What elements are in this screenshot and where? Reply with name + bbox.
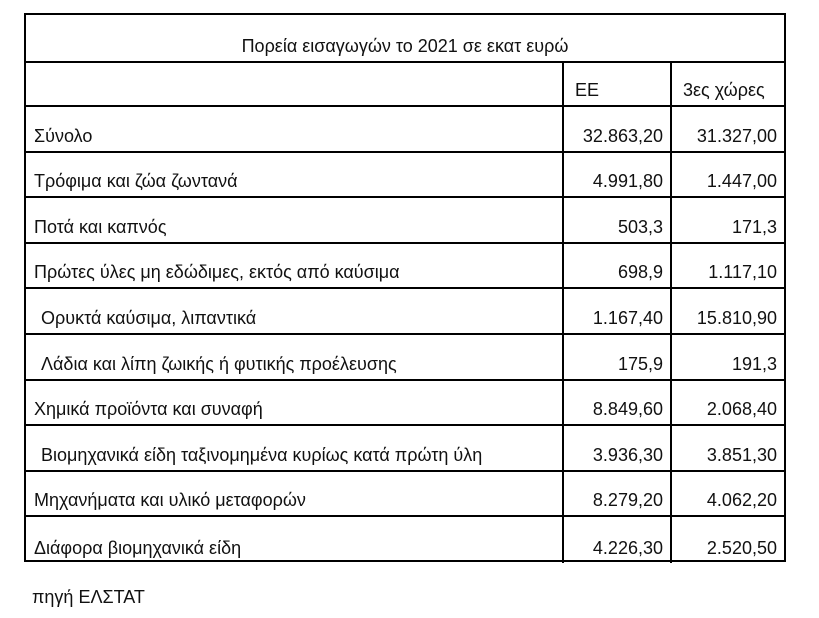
table-row (26, 107, 784, 153)
row-label: Πρώτες ύλες μη εδώδιμες, εκτός από καύσιμα (34, 262, 400, 283)
table-row (26, 198, 784, 244)
row-label: Διάφορα βιομηχανικά είδη (34, 537, 242, 558)
value-third-countries-cell (670, 335, 784, 379)
value-ee-cell (562, 244, 670, 288)
value-ee: 175,9 (617, 353, 663, 374)
table-row (26, 289, 784, 335)
value-ee-cell (562, 381, 670, 425)
value-ee: 4.991,80 (592, 171, 663, 192)
value-ee: 503,3 (617, 216, 663, 237)
value-ee-cell (562, 198, 670, 242)
value-third-countries-cell (670, 517, 784, 563)
imports-table (24, 13, 786, 562)
value-ee-cell (562, 426, 670, 470)
header-row (26, 61, 784, 107)
source-note: πηγή ΕΛΣΤΑΤ (32, 587, 145, 607)
row-label-cell (26, 426, 562, 470)
row-label-cell (26, 381, 562, 425)
value-third-countries: 2.520,50 (706, 537, 777, 558)
value-ee-cell (562, 335, 670, 379)
value-third-countries: 4.062,20 (706, 490, 777, 511)
row-label-cell (26, 153, 562, 197)
row-label-cell (26, 289, 562, 333)
table-row (26, 244, 784, 290)
row-label-cell (26, 517, 562, 563)
row-label-cell (26, 107, 562, 151)
value-ee: 32.863,20 (582, 125, 663, 146)
value-third-countries-cell (670, 426, 784, 470)
value-ee: 698,9 (617, 262, 663, 283)
value-third-countries: 2.068,40 (706, 399, 777, 420)
value-ee-cell (562, 107, 670, 151)
row-label: Μηχανήματα και υλικό μεταφορών (34, 490, 306, 511)
table-row (26, 381, 784, 427)
value-ee-cell (562, 289, 670, 333)
row-label-cell (26, 472, 562, 516)
row-label: Χημικά προϊόντα και συναφή (34, 399, 263, 420)
value-ee-cell (562, 472, 670, 516)
table-row (26, 426, 784, 472)
table-row (26, 153, 784, 199)
value-ee-cell (562, 517, 670, 563)
table-title-row (26, 15, 784, 63)
value-ee: 8.849,60 (592, 399, 663, 420)
table-title: Πορεία εισαγωγών το 2021 σε εκατ ευρώ (241, 36, 569, 56)
row-label: Σύνολο (34, 125, 93, 146)
row-label: Τρόφιμα και ζώα ζωντανά (34, 171, 238, 192)
value-third-countries-cell (670, 107, 784, 151)
value-third-countries: 1.447,00 (706, 171, 777, 192)
value-ee: 4.226,30 (592, 537, 663, 558)
value-third-countries: 31.327,00 (696, 125, 777, 146)
header-third-countries-cell (670, 61, 784, 105)
value-third-countries: 3.851,30 (706, 444, 777, 465)
value-third-countries-cell (670, 381, 784, 425)
table-row (26, 517, 784, 563)
row-label: Βιομηχανικά είδη ταξινομημένα κυρίως κατά πρώτη ύλη (41, 444, 483, 465)
value-third-countries: 171,3 (731, 216, 777, 237)
header-third-countries: 3ες χώρες (683, 80, 765, 100)
value-ee: 3.936,30 (592, 444, 663, 465)
value-ee: 1.167,40 (592, 307, 663, 328)
header-label-cell (26, 61, 562, 105)
value-third-countries: 191,3 (731, 353, 777, 374)
table-row (26, 335, 784, 381)
header-ee: ΕΕ (575, 80, 600, 100)
value-third-countries-cell (670, 198, 784, 242)
value-ee: 8.279,20 (592, 490, 663, 511)
value-third-countries: 1.117,10 (708, 262, 777, 283)
table-row (26, 472, 784, 518)
row-label: Ποτά και καπνός (34, 216, 167, 237)
row-label-cell (26, 198, 562, 242)
value-ee-cell (562, 153, 670, 197)
value-third-countries-cell (670, 472, 784, 516)
row-label-cell (26, 335, 562, 379)
header-ee-cell (562, 61, 670, 105)
row-label: Ορυκτά καύσιμα, λιπαντικά (41, 307, 257, 328)
value-third-countries-cell (670, 244, 784, 288)
value-third-countries-cell (670, 289, 784, 333)
row-label-cell (26, 244, 562, 288)
value-third-countries-cell (670, 153, 784, 197)
row-label: Λάδια και λίπη ζωικής ή φυτικής προέλευσης (41, 353, 397, 374)
value-third-countries: 15.810,90 (696, 307, 777, 328)
